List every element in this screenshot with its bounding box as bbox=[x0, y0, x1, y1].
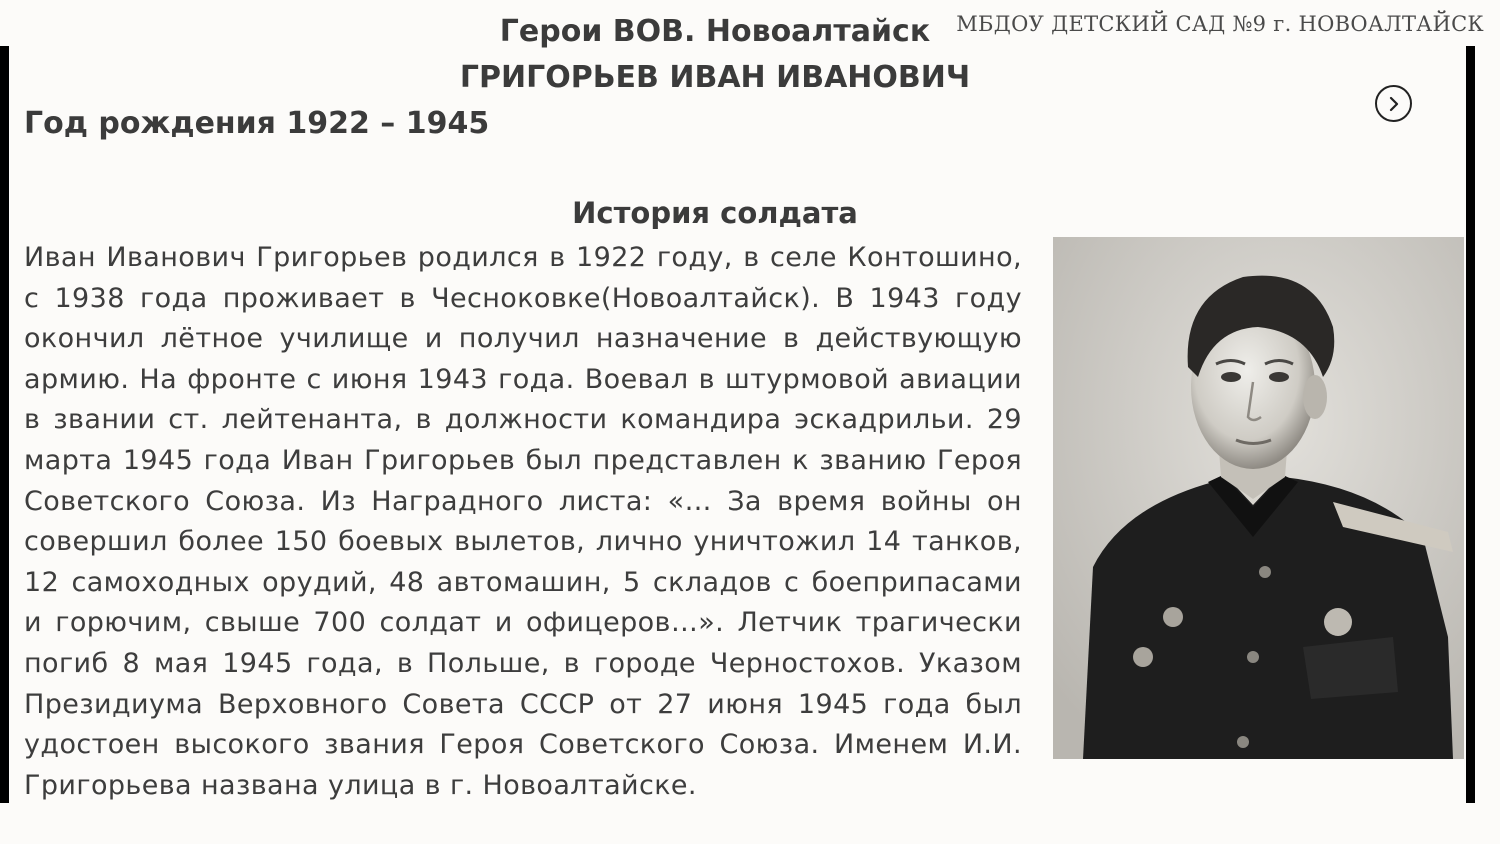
left-edge-bar bbox=[0, 46, 9, 803]
life-years: Год рождения 1922 – 1945 bbox=[24, 106, 490, 141]
section-heading: История солдата bbox=[572, 196, 858, 230]
organization-label: МБДОУ ДЕТСКИЙ САД №9 г. НОВОАЛТАЙСК bbox=[956, 12, 1484, 36]
right-edge-bar bbox=[1466, 46, 1475, 803]
hero-name: ГРИГОРЬЕВ ИВАН ИВАНОВИЧ bbox=[459, 60, 971, 95]
story-text: Иван Иванович Григорьев родился в 1922 году, в селе Контошино, с 1938 года проживает в Чесноковке(Новоалтайск). В 1943 году окончил лётное училище и получил назначение в действующую армию. На фронте с июня 1943 года. Воевал в штурмовой авиации в звании ст. лейтенанта, в должности командира эскадрильи. 29 марта 1945 года Иван Григорьев был представлен к званию Героя Советского Союза. Из Наградного листа: «… За время войны он совершил более 150 боевых вылетов, лично уничтожил 14 танков, 12 самоходных орудий, 48 автомашин, 5 складов с боеприпасами и горючим, свыше 700 солдат и офицеров…». Летчик трагически погиб 8 мая 1945 года, в Польше, в городе Черностохов. Указом Президиума Верховного Совета СССР от 27 июня 1945 года был удостоен высокого звания Героя Советского Союза. Именем И.И. Григорьева названа улица в г. Новоалтайске. bbox=[24, 242, 1022, 801]
next-slide-button[interactable] bbox=[1375, 85, 1412, 122]
chevron-right-icon bbox=[1387, 96, 1401, 112]
page-title: Герои ВОВ. Новоалтайск bbox=[499, 14, 931, 49]
soldier-portrait-photo bbox=[1053, 237, 1464, 759]
